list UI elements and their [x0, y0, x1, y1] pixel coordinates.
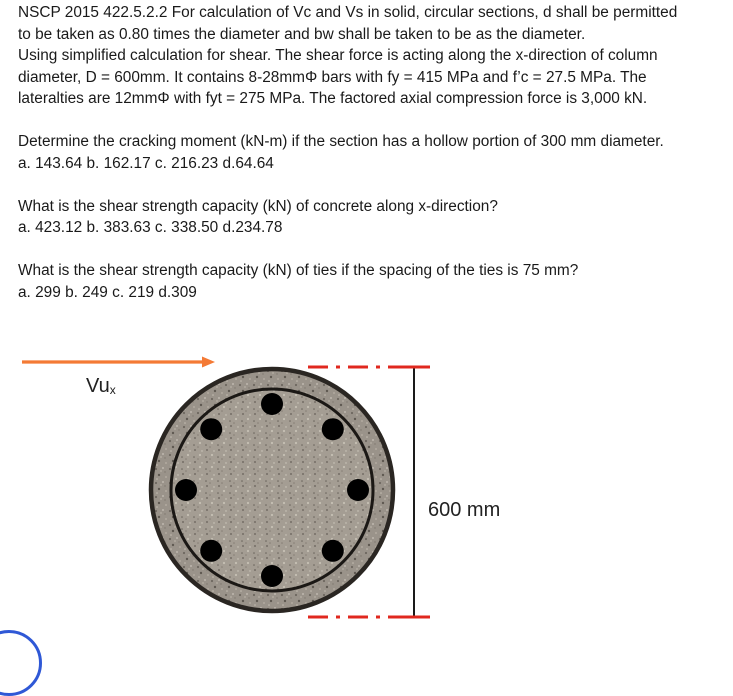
rebar-8 [200, 418, 222, 440]
rebar-5 [261, 565, 283, 587]
question-1-choices: a. 143.64 b. 162.17 c. 216.23 d.64.64 [18, 154, 274, 172]
question-2-choices: a. 423.12 b. 383.63 c. 338.50 d.234.78 [18, 219, 283, 236]
column-section-diagram [0, 340, 733, 651]
intro-line-4: diameter, D = 600mm. It contains 8-28mmΦ bars with fy = 415 MPa and f’c = 27.5 MPa. The [18, 68, 647, 86]
column-section-figure [0, 340, 733, 651]
rebar-2 [322, 418, 344, 440]
intro-line-3: Using simplified calculation for shear. The shear force is acting along the x-direction of column [18, 47, 658, 64]
rebar-1 [261, 393, 283, 415]
question-3: What is the shear strength capacity (kN) of ties if the spacing of the ties is 75 mm? [18, 262, 579, 279]
rebar-4 [322, 540, 344, 562]
intro-line-5: lateralties are 12mmΦ with fyt = 275 MPa. The factored axial compression force is 3,000 kN. [18, 90, 648, 107]
rebar-7 [175, 479, 197, 501]
question-1: Determine the cracking moment (kN-m) if the section has a hollow portion of 300 mm diameter. [18, 133, 664, 150]
problem-text [18, 2, 730, 303]
force-label: Vux [86, 375, 116, 397]
force-arrow [22, 357, 215, 368]
dimension-label: 600 mm [428, 499, 501, 521]
question-2: What is the shear strength capacity (kN) of concrete along x-direction? [18, 197, 498, 215]
rebar-6 [200, 540, 222, 562]
column-cross-section [151, 369, 393, 611]
rebar-3 [347, 479, 369, 501]
intro-line-1: NSCP 2015 422.5.2.2 For calculation of Vc and Vs in solid, circular sections, d shall be permitted [18, 4, 678, 21]
question-3-choices: a. 299 b. 249 c. 219 d.309 [18, 283, 197, 301]
intro-line-2: to be taken as 0.80 times the diameter and bw shall be taken to be as the diameter. [18, 25, 586, 43]
lateral-tie [171, 389, 373, 591]
